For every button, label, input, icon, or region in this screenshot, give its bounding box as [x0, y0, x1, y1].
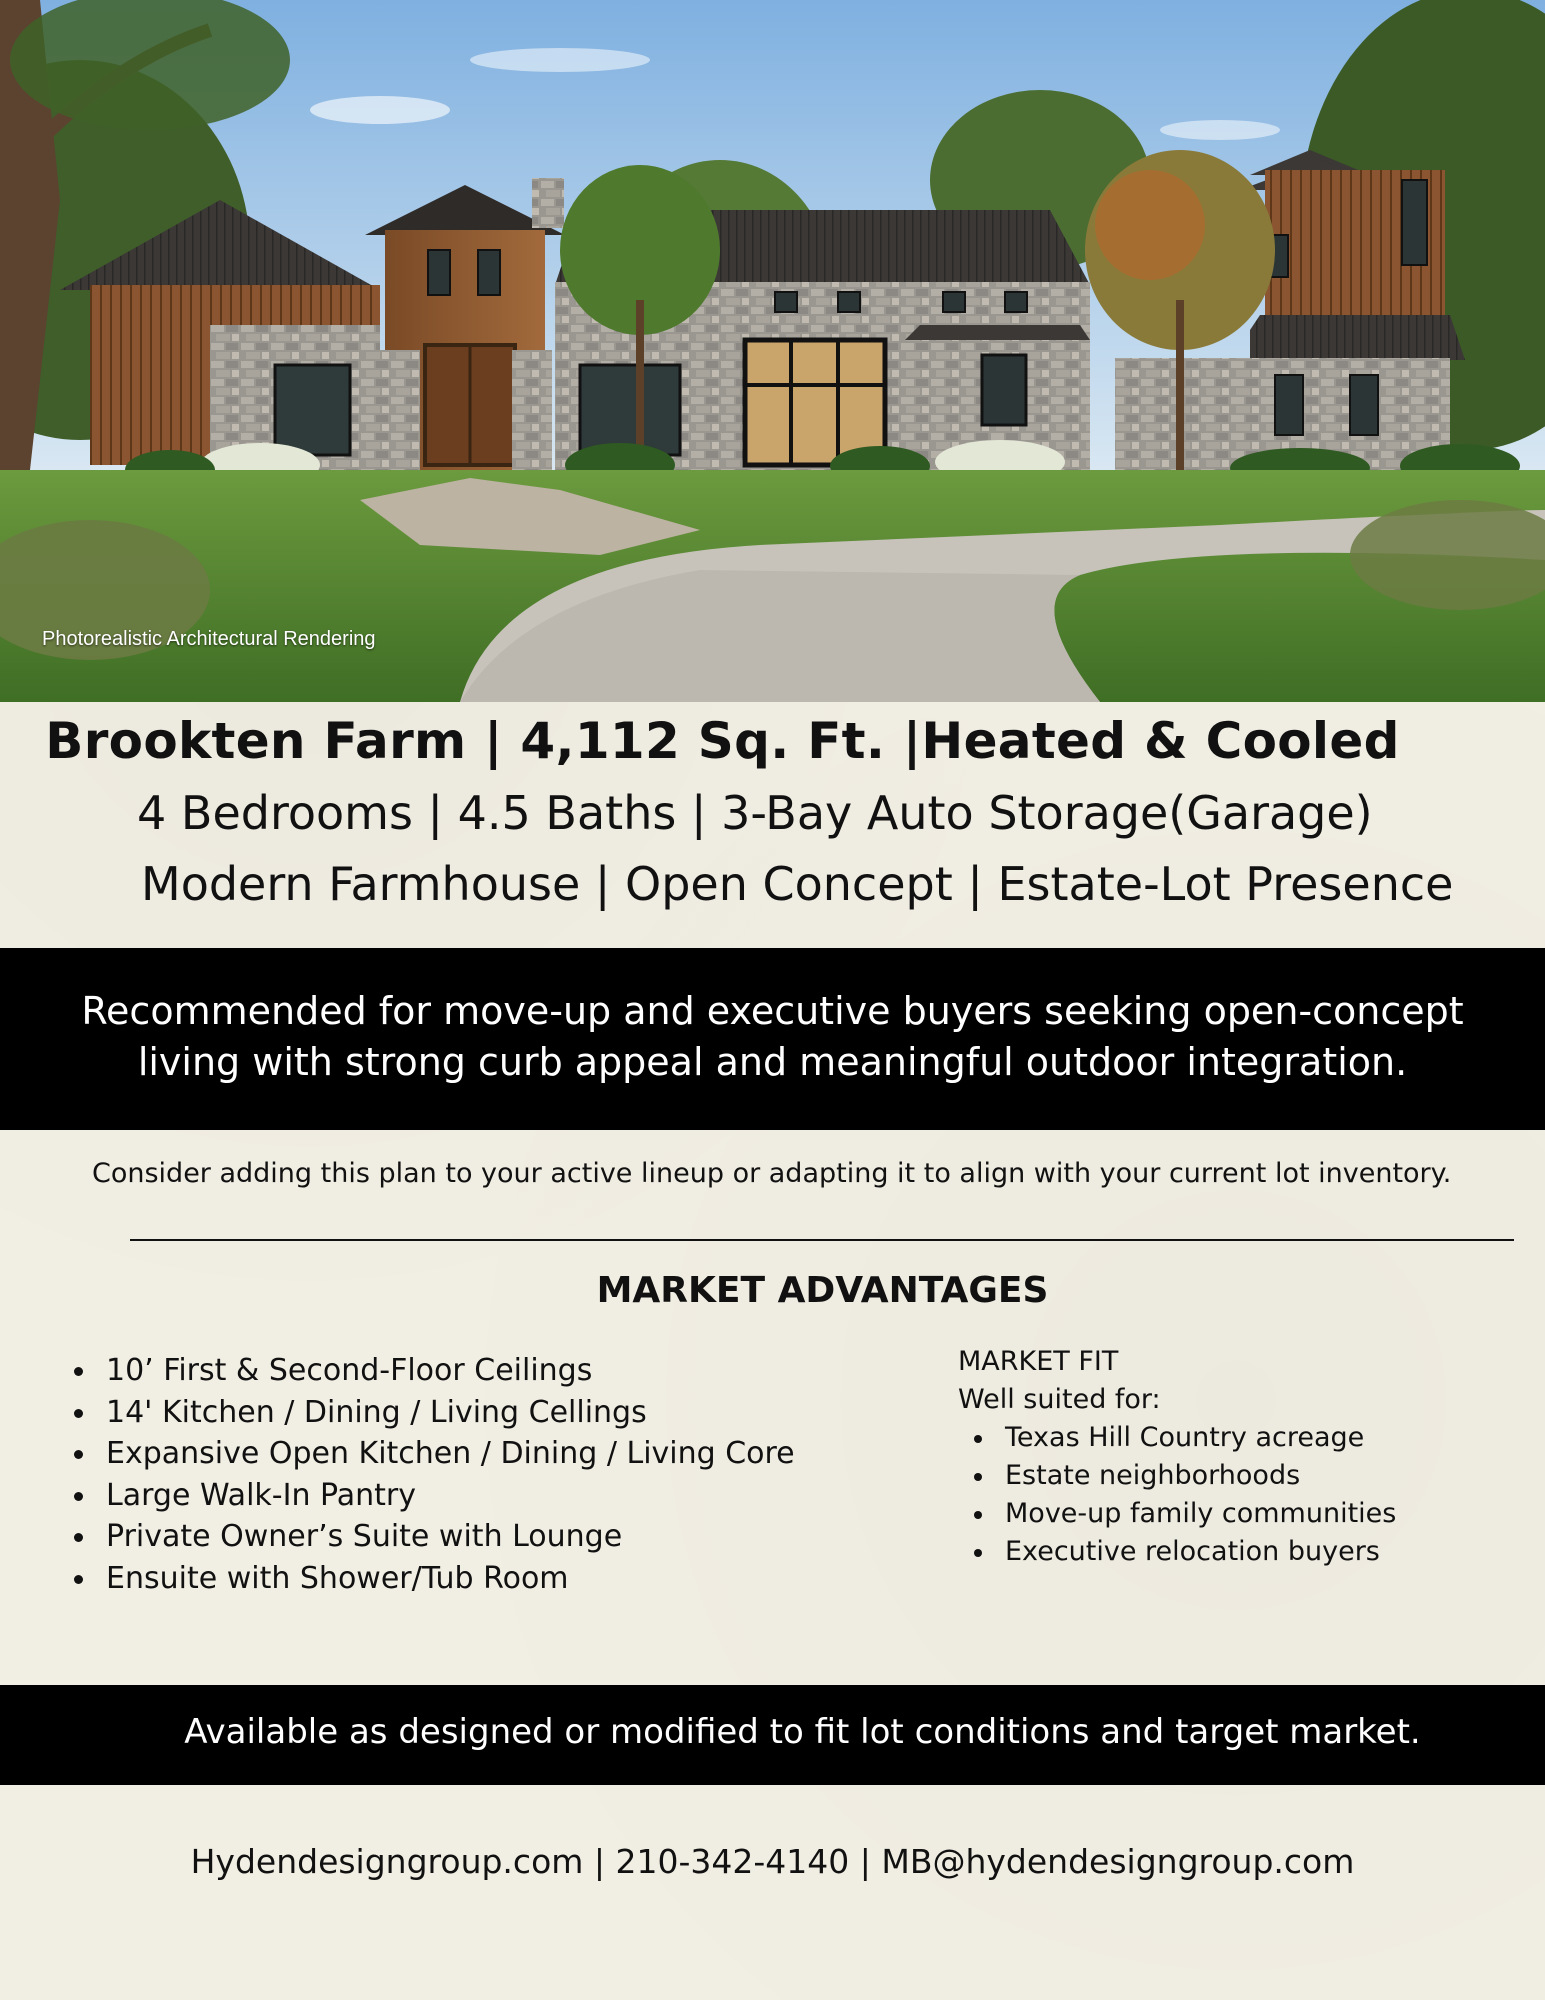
- market-fit-section: [958, 1343, 1396, 1571]
- market-advantages-heading: MARKET ADVANTAGES: [596, 1270, 1049, 1311]
- house-rendering-illustration: [0, 0, 1545, 702]
- contact-line: Hydendesigngroup.com | 210-342-4140 | MB@hydendesigngroup.com: [190, 1842, 1355, 1881]
- recommendation-line-1: Recommended for move-up and executive buyers seeking open-concept: [81, 989, 1464, 1033]
- market-fit-item: Executive relocation buyers: [968, 1533, 1396, 1571]
- recommendation-banner: [0, 948, 1545, 1130]
- advantage-item: Private Owner’s Suite with Lounge: [70, 1516, 795, 1558]
- plan-style: Modern Farmhouse | Open Concept | Estate-Lot Presence: [141, 857, 1454, 911]
- recommendation-line-2: living with strong curb appeal and meaningful outdoor integration.: [137, 1040, 1408, 1084]
- availability-text: Available as designed or modified to fit lot conditions and target market.: [184, 1712, 1421, 1752]
- market-fit-item: Move-up family communities: [968, 1495, 1396, 1533]
- advantage-item: 10’ First & Second-Floor Ceilings: [70, 1350, 795, 1392]
- hero-rendering-image: [0, 0, 1545, 702]
- advantage-item: 14' Kitchen / Dining / Living Cellings: [70, 1392, 795, 1434]
- advantage-item: Ensuite with Shower/Tub Room: [70, 1558, 795, 1600]
- market-fit-item: Estate neighborhoods: [968, 1457, 1396, 1495]
- market-fit-subheading: Well suited for:: [958, 1384, 1161, 1415]
- market-fit-list: [968, 1419, 1396, 1571]
- rendering-caption: Photorealistic Architectural Rendering: [42, 628, 376, 650]
- advantage-item: Expansive Open Kitchen / Dining / Living Core: [70, 1433, 795, 1475]
- invitation-text: Consider adding this plan to your active lineup or adapting it to align with your current lot inventory.: [92, 1158, 1452, 1189]
- market-fit-heading: MARKET FIT: [958, 1346, 1119, 1377]
- advantage-item: Large Walk-In Pantry: [70, 1475, 795, 1517]
- plan-title: Brookten Farm | 4,112 Sq. Ft. |Heated & Cooled: [45, 712, 1400, 770]
- plan-specs: 4 Bedrooms | 4.5 Baths | 3-Bay Auto Storage(Garage): [137, 786, 1373, 840]
- recommendation-text: [0, 986, 1545, 1088]
- market-advantages-list: [70, 1350, 795, 1600]
- market-fit-item: Texas Hill Country acreage: [968, 1419, 1396, 1457]
- section-divider: [130, 1239, 1514, 1241]
- availability-banner: [0, 1685, 1545, 1785]
